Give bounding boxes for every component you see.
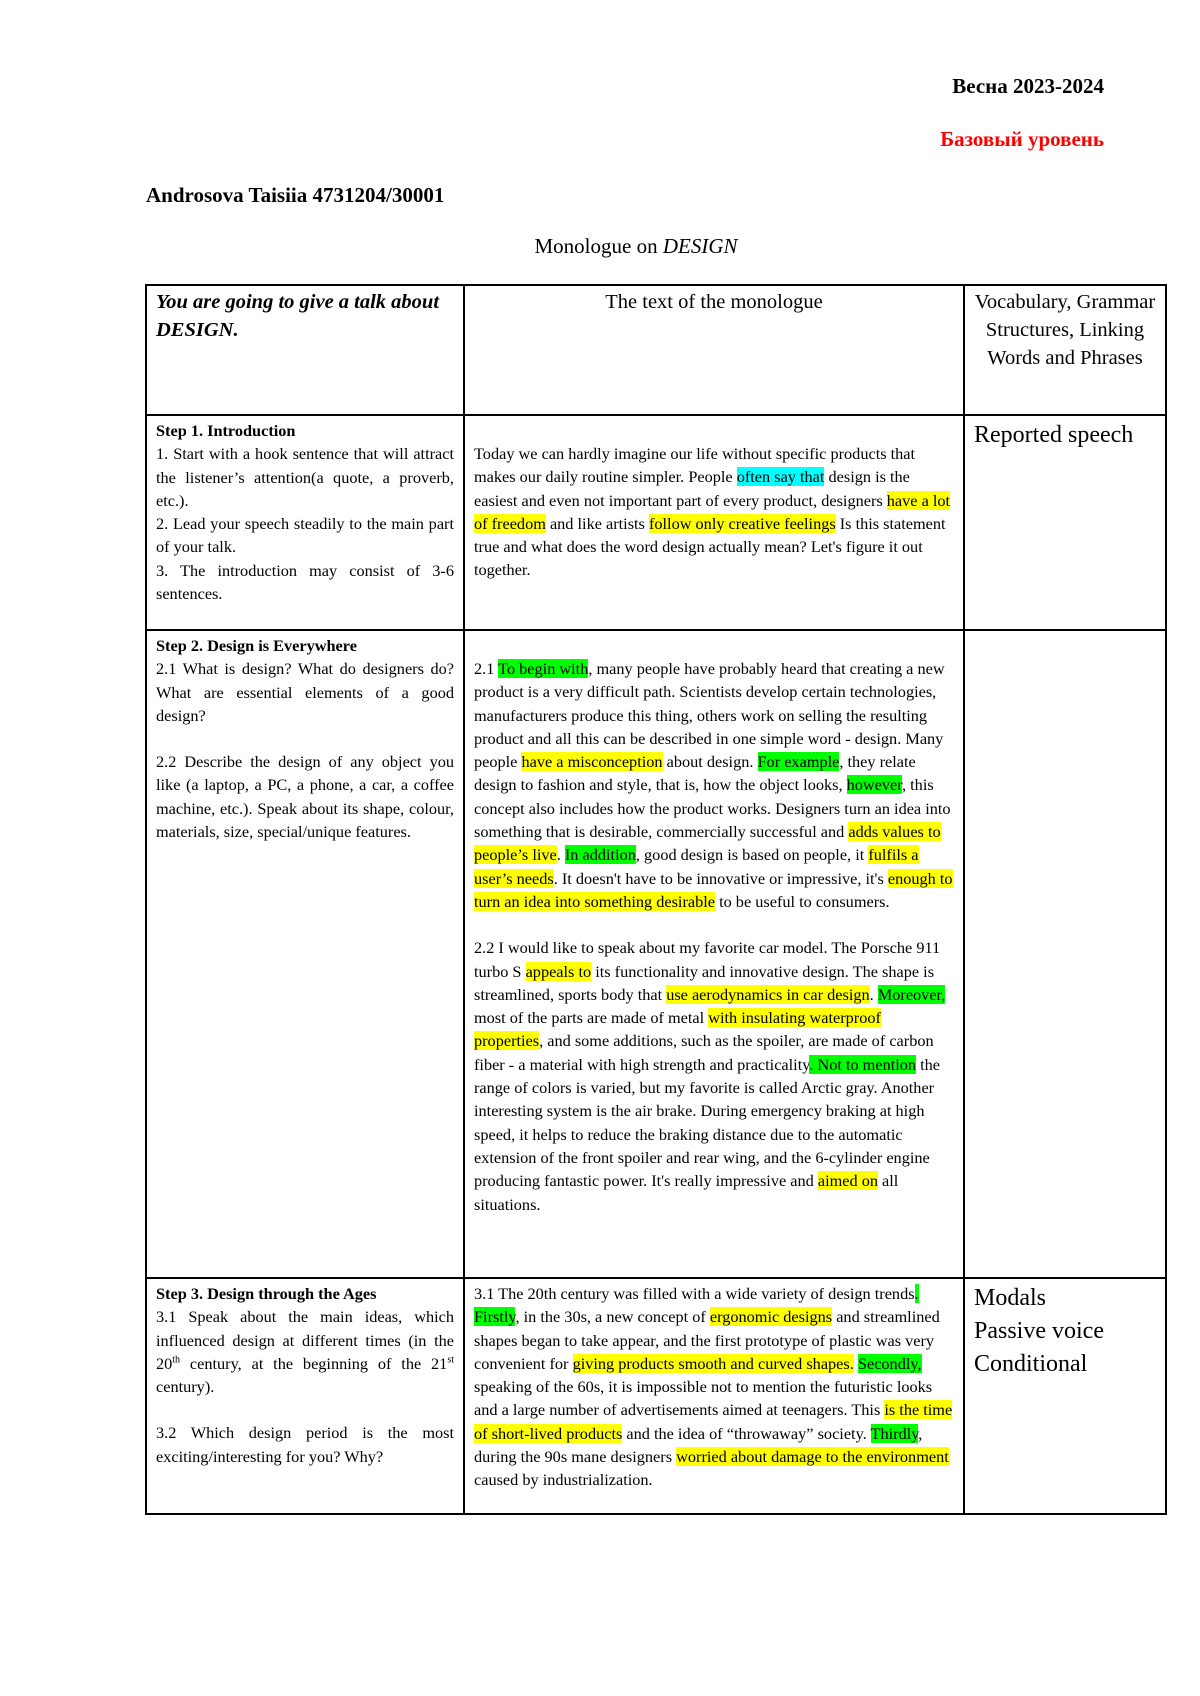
highlight-span: appeals to: [525, 961, 592, 981]
highlight-span: use aerodynamics in car design: [666, 984, 870, 1004]
text-span: and streamlined shapes began to take appear, and the first prototype of plastic was very convenient for: [474, 1307, 940, 1373]
text-span: its functionality and innovative design. The shape is streamlined, sports body that: [474, 961, 935, 1004]
text-span: .: [556, 845, 565, 865]
text-span: Is this statement true and what does the word design actually mean? Let's figure it out together.: [474, 513, 946, 580]
step2-item-1: 2.1 What is design? What do designers do? What are essential elements of a good design?: [156, 659, 454, 725]
text-span: , during the 90s mane designers: [474, 1423, 923, 1467]
text-span: design is the easiest and even not important part of every product, designers: [474, 467, 910, 510]
highlight-span: Thirdly: [870, 1423, 919, 1443]
step2-instructions: [146, 630, 464, 1278]
vocab-passive-voice: Passive voice: [974, 1318, 1104, 1344]
highlight-span: To begin with: [498, 659, 589, 678]
highlight-span: Moreover,: [877, 984, 946, 1004]
text-span: caused by industrialization.: [474, 1470, 653, 1490]
season-label: Весна 2023-2024: [952, 74, 1104, 98]
highlight-span: In addition: [564, 845, 636, 865]
step2-text: [464, 630, 964, 1278]
header-vocab: Vocabulary, Grammar Structures, Linking Words and Phrases: [964, 285, 1166, 415]
title-topic: DESIGN: [662, 234, 738, 258]
text-span: , many people have probably heard that creating a new product is a very difficult path. Scientists develop certain technologies, manufacturers produce this thing, others work on selling the resulting product and all this can be described in one simple word - design. Many people: [474, 659, 945, 772]
step2-title: Step 2. Design is Everywhere: [156, 636, 357, 655]
step2-paragraph-1: [474, 657, 954, 913]
highlight-span: enough to turn an idea into something desirable: [474, 868, 953, 911]
text-span: 2.1: [474, 659, 499, 678]
step3-item-1: [156, 1305, 454, 1398]
step2-paragraph-2: [474, 936, 954, 1216]
text-span: 3.1 Speak about the main ideas, which influenced design at different times (in the 20: [156, 1307, 454, 1373]
text-span: all situations.: [474, 1171, 899, 1214]
highlight-span: with insulating waterproof properties: [474, 1008, 881, 1051]
highlight-span: have a lot of freedom: [474, 490, 951, 533]
highlight-span: adds values to people’s live: [474, 822, 941, 865]
highlight-span: follow only creative feelings: [648, 513, 836, 533]
highlight-span: often say that: [736, 467, 825, 487]
superscript: th: [172, 1354, 181, 1366]
text-span: about design.: [662, 752, 758, 772]
step3-text: [464, 1278, 964, 1514]
highlight-span: is the time of short-lived products: [474, 1400, 953, 1443]
step1-item-2: 2. Lead your speech steadily to the main part of your talk.: [156, 514, 454, 557]
vocab-modals: Modals: [974, 1285, 1046, 1311]
highlight-span: giving products smooth and curved shapes.: [572, 1353, 854, 1373]
highlight-span: aimed on: [817, 1171, 878, 1191]
step3-vocab: [964, 1278, 1166, 1514]
step3-instructions: [146, 1278, 464, 1514]
text-span: 2.2 I would like to speak about my favorite car model. The Porsche 911 turbo S: [474, 938, 941, 981]
text-span: , in the 30s, a new concept of: [515, 1307, 710, 1327]
highlight-span: worried about damage to the environment: [676, 1447, 949, 1467]
highlight-span: ergonomic designs: [709, 1307, 833, 1327]
header-text: The text of the monologue: [464, 285, 964, 415]
table-header-row: [146, 285, 1166, 415]
student-name: Androsova Taisiia 4731204/30001: [146, 183, 445, 207]
highlight-span: . Not to mention: [809, 1054, 917, 1074]
step2-item-2: 2.2 Describe the design of any object you like (a laptop, a PC, a phone, a car, a coffee machine, etc.). Speak about its shape, colour, materials, size, special/unique features.: [156, 752, 454, 842]
document-title: [0, 234, 1200, 259]
text-span: to be useful to consumers.: [715, 891, 890, 911]
step1-vocab: Reported speech: [964, 415, 1166, 630]
level-label: Базовый уровень: [940, 127, 1104, 151]
highlight-span: . Firstly: [474, 1284, 919, 1327]
step1-title: Step 1. Introduction: [156, 421, 296, 440]
highlight-span: fulfils a user’s needs: [474, 845, 919, 888]
vocab-conditional: Conditional: [974, 1351, 1088, 1377]
text-span: the range of colors is varied, but my favorite is called Arctic gray. Another interesting system is the air brake. During emergency braking at high speed, it helps to reduce the braking distance due to the automatic extension of the front spoiler and rear wing, and the 6-cylinder engine producing fantastic power. It's really impressive and: [474, 1054, 941, 1191]
text-span: , good design is based on people, it: [635, 845, 869, 865]
highlight-span: Secondly,: [857, 1353, 922, 1373]
monologue-table: [145, 284, 1167, 1515]
step1-text: [464, 415, 964, 630]
step1-instructions: [146, 415, 464, 630]
step1-item-1: 1. Start with a hook sentence that will attract the listener’s attention(a quote, a proverb, etc.).: [156, 444, 454, 510]
header-task: You are going to give a talk about DESIGN.: [146, 285, 464, 415]
title-prefix: Monologue on: [534, 234, 663, 258]
text-span: , this concept also includes how the product works. Designers turn an idea into something that is desirable, commercially successful and: [474, 775, 951, 842]
table-row-step2: [146, 630, 1166, 1278]
table-row-step1: [146, 415, 1166, 630]
step3-item-2: 3.2 Which design period is the most exciting/interesting for you? Why?: [156, 1423, 454, 1466]
text-span: and the idea of “throwaway” society.: [622, 1423, 871, 1443]
highlight-span: however: [846, 775, 903, 795]
text-span: century).: [156, 1377, 215, 1397]
step1-item-3: 3. The introduction may consist of 3-6 sentences.: [156, 560, 454, 604]
step3-title: Step 3. Design through the Ages: [156, 1284, 377, 1303]
text-span: speaking of the 60s, it is impossible not to mention the futuristic looks and a large number of advertisements aimed at teenagers. This: [474, 1377, 933, 1420]
text-span: , they relate design to fashion and style, that is, how the object looks,: [474, 752, 916, 795]
step2-vocab: [964, 630, 1166, 1278]
text-span: Today we can hardly imagine our life without specific products that makes our daily routine simpler. People: [474, 444, 916, 487]
text-span: . It doesn't have to be innovative or impressive, it's: [553, 868, 888, 888]
highlight-span: For example: [757, 752, 840, 772]
text-span: , and some additions, such as the spoiler, are made of carbon fiber - a material with high strength and practicality: [474, 1031, 934, 1074]
text-span: most of the parts are made of metal: [474, 1008, 709, 1028]
text-span: .: [869, 984, 878, 1004]
text-span: 3.1 The 20th century was filled with a wide variety of design trends: [474, 1284, 915, 1303]
superscript: st: [447, 1354, 454, 1366]
table-row-step3: [146, 1278, 1166, 1514]
highlight-span: have a misconception: [521, 752, 663, 772]
text-span: century, at the beginning of the 21: [180, 1353, 448, 1373]
text-span: and like artists: [545, 513, 649, 533]
